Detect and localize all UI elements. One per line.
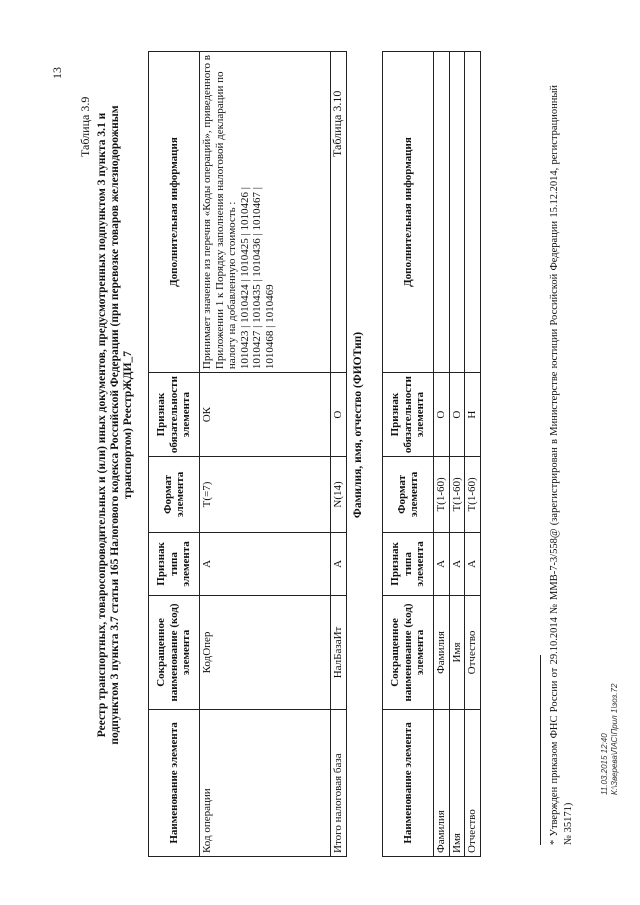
table-row [200,52,331,857]
table-header-row [383,52,434,857]
cell-name: Отчество [465,709,481,856]
footnote-divider [540,655,541,845]
cell-required: О [331,373,347,457]
table-3-9-heading: Реестр транспортных, товаросопроводительных и (или) иных документов, предусмотренных подпунктом 3 пункта 3.1 и подпунктом 3 пункта 3.7 статьи 165 Налогового кодекса Российской Федерации (при перевозке товаров железнодорожным транспортом) РеестрЖДИ_7 [96,105,134,745]
cell-info [434,52,450,373]
cell-type: А [200,532,331,595]
cell-required: О [434,373,450,457]
cell-info: Принимает значение из перечня «Коды операций», приведенного в Приложении 1 к Порядку заполнения налоговой декларации по налогу на добавленную стоимость : 1010423 | 1010424 | 1010425 | 1010426 | 1010427 | 1010435 | 1010436 | 1010467 | 1010468 | 1010469 [200,52,331,373]
cell-format: T(1-60) [434,457,450,533]
header-element-format: Формат элемента [383,457,434,533]
cell-format: N(14) [331,457,347,533]
table-row [331,52,347,857]
cell-code: Фамилия [434,596,450,710]
page-number: 13 [50,67,64,79]
table-header-row [149,52,200,857]
cell-format: T(=7) [200,457,331,533]
file-stamp [600,684,620,795]
cell-code: НалБазаИт [331,596,347,710]
cell-code: Отчество [465,596,481,710]
table-3-10-heading: Фамилия, имя, отчество (ФИОТип) [352,331,364,519]
cell-info [449,52,465,373]
header-element-name: Наименование элемента [383,709,434,856]
cell-name: Имя [449,709,465,856]
cell-code: Имя [449,596,465,710]
table-row [449,52,465,857]
cell-name: Итого налоговая база [331,709,347,856]
table-3-9 [148,51,347,857]
file-stamp-date: 11.03.2015 12:40 [600,733,609,795]
header-element-code: Сокращенное наименование (код) элемента [383,596,434,710]
header-element-type: Признак типа элемента [149,532,200,595]
table-3-9-caption: Таблица 3.9 [78,96,92,157]
cell-type: А [449,532,465,595]
cell-code: КодОпер [200,596,331,710]
header-element-code: Сокращенное наименование (код) элемента [149,596,200,710]
cell-name: Фамилия [434,709,450,856]
header-element-required: Признак обязательности элемента [383,373,434,457]
cell-name: Код операции [200,709,331,856]
cell-format: T(1-60) [449,457,465,533]
table-3-10 [382,51,481,857]
cell-required: Н [465,373,481,457]
header-additional-info: Дополнительная информация [149,52,200,373]
table-row [465,52,481,857]
cell-required: О [449,373,465,457]
cell-required: ОК [200,373,331,457]
footnote: * Утвержден приказом ФНС России от 29.10.2014 № ММВ-7-3/558@ (зарегистрирован в Министерстве юстиции Российской Федерации 15.12.2014, регистрационный № 35171) [549,85,574,845]
header-element-required: Признак обязательности элемента [149,373,200,457]
header-element-name: Наименование элемента [149,709,200,856]
header-element-format: Формат элемента [149,457,200,533]
header-element-type: Признак типа элемента [383,532,434,595]
header-additional-info: Дополнительная информация [383,52,434,373]
cell-format: T(1-60) [465,457,481,533]
cell-info [465,52,481,373]
cell-type: А [465,532,481,595]
file-stamp-path: К:\Зверева\ЛАС\Прил 1\зоз.72 [610,683,619,795]
cell-type: А [331,532,347,595]
table-3-10-caption: Таблица 3.10 [330,90,344,157]
cell-type: А [434,532,450,595]
table-row [434,52,450,857]
